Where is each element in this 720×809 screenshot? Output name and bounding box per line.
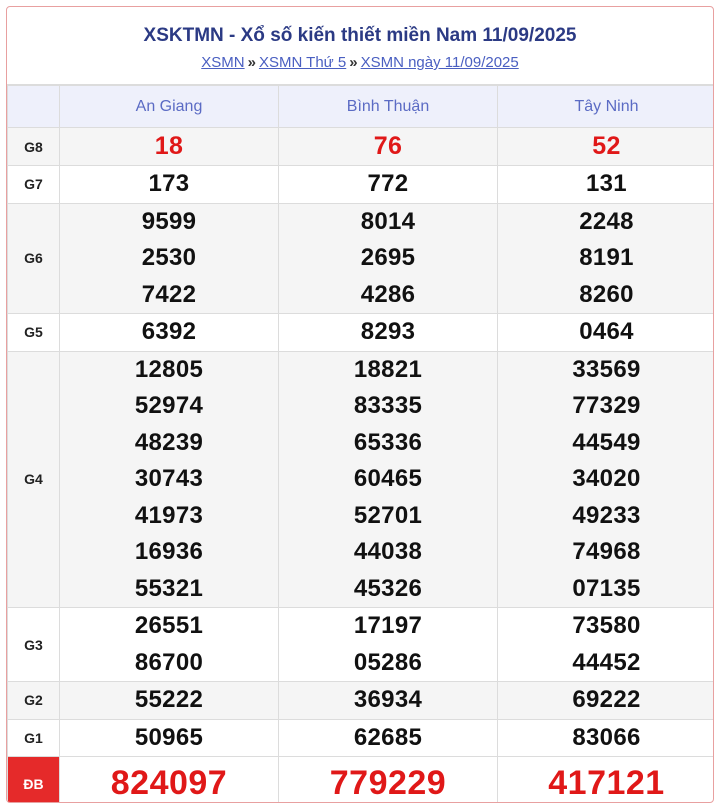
prize-label: G5 xyxy=(8,314,60,352)
prize-number: 16936 xyxy=(134,538,204,565)
prize-row-g1 xyxy=(8,719,715,757)
prize-cell xyxy=(279,608,498,682)
prize-number: 8260 xyxy=(579,280,634,308)
prize-number: 8014 xyxy=(360,207,416,235)
prize-number: 18821 xyxy=(353,355,423,383)
prize-number: 76 xyxy=(373,132,403,161)
prize-number: 8191 xyxy=(579,244,634,271)
prize-row-g6 xyxy=(8,203,715,314)
breadcrumb xyxy=(7,54,713,72)
prize-number: 86700 xyxy=(134,648,204,676)
prize-row-g4 xyxy=(8,351,715,608)
prize-cell xyxy=(279,682,498,720)
column-header-binh-thuan: Bình Thuận xyxy=(279,86,498,128)
prize-number: 2695 xyxy=(360,244,416,271)
prize-number: 17197 xyxy=(353,612,423,639)
prize-number: 74968 xyxy=(572,538,641,565)
prize-number: 9599 xyxy=(141,207,197,235)
prize-number: 44549 xyxy=(572,428,641,456)
prize-cell xyxy=(279,314,498,352)
prize-number: 44038 xyxy=(353,538,423,565)
prize-cell xyxy=(498,682,715,720)
prize-number: 34020 xyxy=(572,465,641,492)
prize-label: G7 xyxy=(8,166,60,204)
prize-number: 33569 xyxy=(572,355,641,383)
prize-cell xyxy=(279,203,498,314)
breadcrumb-separator: » xyxy=(247,54,256,71)
prize-number: 50965 xyxy=(134,723,204,751)
prize-row-g7 xyxy=(8,166,715,204)
prize-number: 2248 xyxy=(579,207,634,235)
prize-label: G8 xyxy=(8,128,60,166)
column-header-tay-ninh: Tây Ninh xyxy=(498,86,715,128)
prize-cell xyxy=(279,351,498,608)
special-prize-number: 779229 xyxy=(329,764,447,802)
prize-number: 77329 xyxy=(572,392,641,419)
prize-cell xyxy=(279,166,498,204)
prize-number: 26551 xyxy=(134,612,204,639)
prize-cell xyxy=(60,719,279,757)
special-prize-number: 417121 xyxy=(548,764,665,802)
prize-cell xyxy=(60,203,279,314)
prize-number: 83335 xyxy=(353,392,423,419)
prize-row-g5 xyxy=(8,314,715,352)
prize-number: 52 xyxy=(592,132,621,161)
prize-number: 73580 xyxy=(572,612,641,639)
prize-cell xyxy=(279,719,498,757)
prize-row-g3 xyxy=(8,608,715,682)
prize-number: 52974 xyxy=(134,392,204,419)
prize-cell xyxy=(60,682,279,720)
results-header xyxy=(7,7,713,85)
prize-number: 7422 xyxy=(141,280,197,308)
prize-cell xyxy=(279,128,498,166)
prize-cell xyxy=(60,166,279,204)
prize-number: 05286 xyxy=(353,648,423,676)
prize-cell xyxy=(498,608,715,682)
prize-number: 83066 xyxy=(572,723,641,751)
prize-number: 41973 xyxy=(134,501,204,529)
prize-number: 18 xyxy=(154,132,184,161)
prize-row-db xyxy=(8,757,715,804)
prize-label: ĐB xyxy=(8,757,60,804)
table-header-row xyxy=(8,86,715,128)
prize-number: 55321 xyxy=(134,574,204,602)
prize-number: 65336 xyxy=(353,428,423,456)
prize-number: 49233 xyxy=(572,501,641,529)
prize-cell xyxy=(60,757,279,804)
prize-cell xyxy=(60,128,279,166)
prize-number: 60465 xyxy=(353,465,423,492)
prize-number: 44452 xyxy=(572,648,641,676)
prize-number: 30743 xyxy=(134,465,204,492)
prize-number: 07135 xyxy=(572,574,641,602)
breadcrumb-link-xsmn-thu-5[interactable]: XSMN Thứ 5 xyxy=(258,54,347,71)
prize-number: 173 xyxy=(148,170,190,197)
prize-number: 69222 xyxy=(572,686,641,713)
prize-cell xyxy=(498,166,715,204)
prize-number: 52701 xyxy=(353,501,423,529)
header-corner xyxy=(8,86,60,128)
breadcrumb-link-xsmn-date[interactable]: XSMN ngày 11/09/2025 xyxy=(360,54,519,71)
prize-cell xyxy=(60,608,279,682)
column-header-an-giang: An Giang xyxy=(60,86,279,128)
prize-cell xyxy=(498,757,715,804)
prize-number: 0464 xyxy=(579,318,634,345)
breadcrumb-link-xsmn[interactable]: XSMN xyxy=(201,54,245,71)
prize-label: G3 xyxy=(8,608,60,682)
page-title: XSKTMN - Xổ số kiến thiết miền Nam 11/09/2025 xyxy=(143,25,577,46)
prize-number: 131 xyxy=(586,170,627,197)
prize-number: 12805 xyxy=(134,355,204,383)
special-prize-number: 824097 xyxy=(110,764,228,802)
prize-number: 55222 xyxy=(134,686,204,713)
prize-cell xyxy=(498,314,715,352)
prize-cell xyxy=(279,757,498,804)
results-table xyxy=(7,85,714,803)
prize-row-g2 xyxy=(8,682,715,720)
prize-label: G4 xyxy=(8,351,60,608)
prize-cell xyxy=(498,128,715,166)
prize-label: G6 xyxy=(8,203,60,314)
prize-label: G2 xyxy=(8,682,60,720)
prize-label: G1 xyxy=(8,719,60,757)
prize-number: 2530 xyxy=(141,244,197,271)
prize-cell xyxy=(498,719,715,757)
prize-number: 48239 xyxy=(134,428,204,456)
prize-number: 45326 xyxy=(353,574,423,602)
prize-number: 8293 xyxy=(360,318,416,345)
prize-row-g8 xyxy=(8,128,715,166)
prize-number: 772 xyxy=(367,170,409,197)
prize-number: 4286 xyxy=(360,280,416,308)
breadcrumb-separator: » xyxy=(349,54,358,71)
prize-cell xyxy=(60,314,279,352)
results-panel xyxy=(6,6,714,803)
prize-number: 62685 xyxy=(353,723,423,751)
prize-cell xyxy=(498,203,715,314)
prize-number: 36934 xyxy=(353,686,423,713)
prize-number: 6392 xyxy=(141,318,197,345)
prize-cell xyxy=(60,351,279,608)
prize-cell xyxy=(498,351,715,608)
